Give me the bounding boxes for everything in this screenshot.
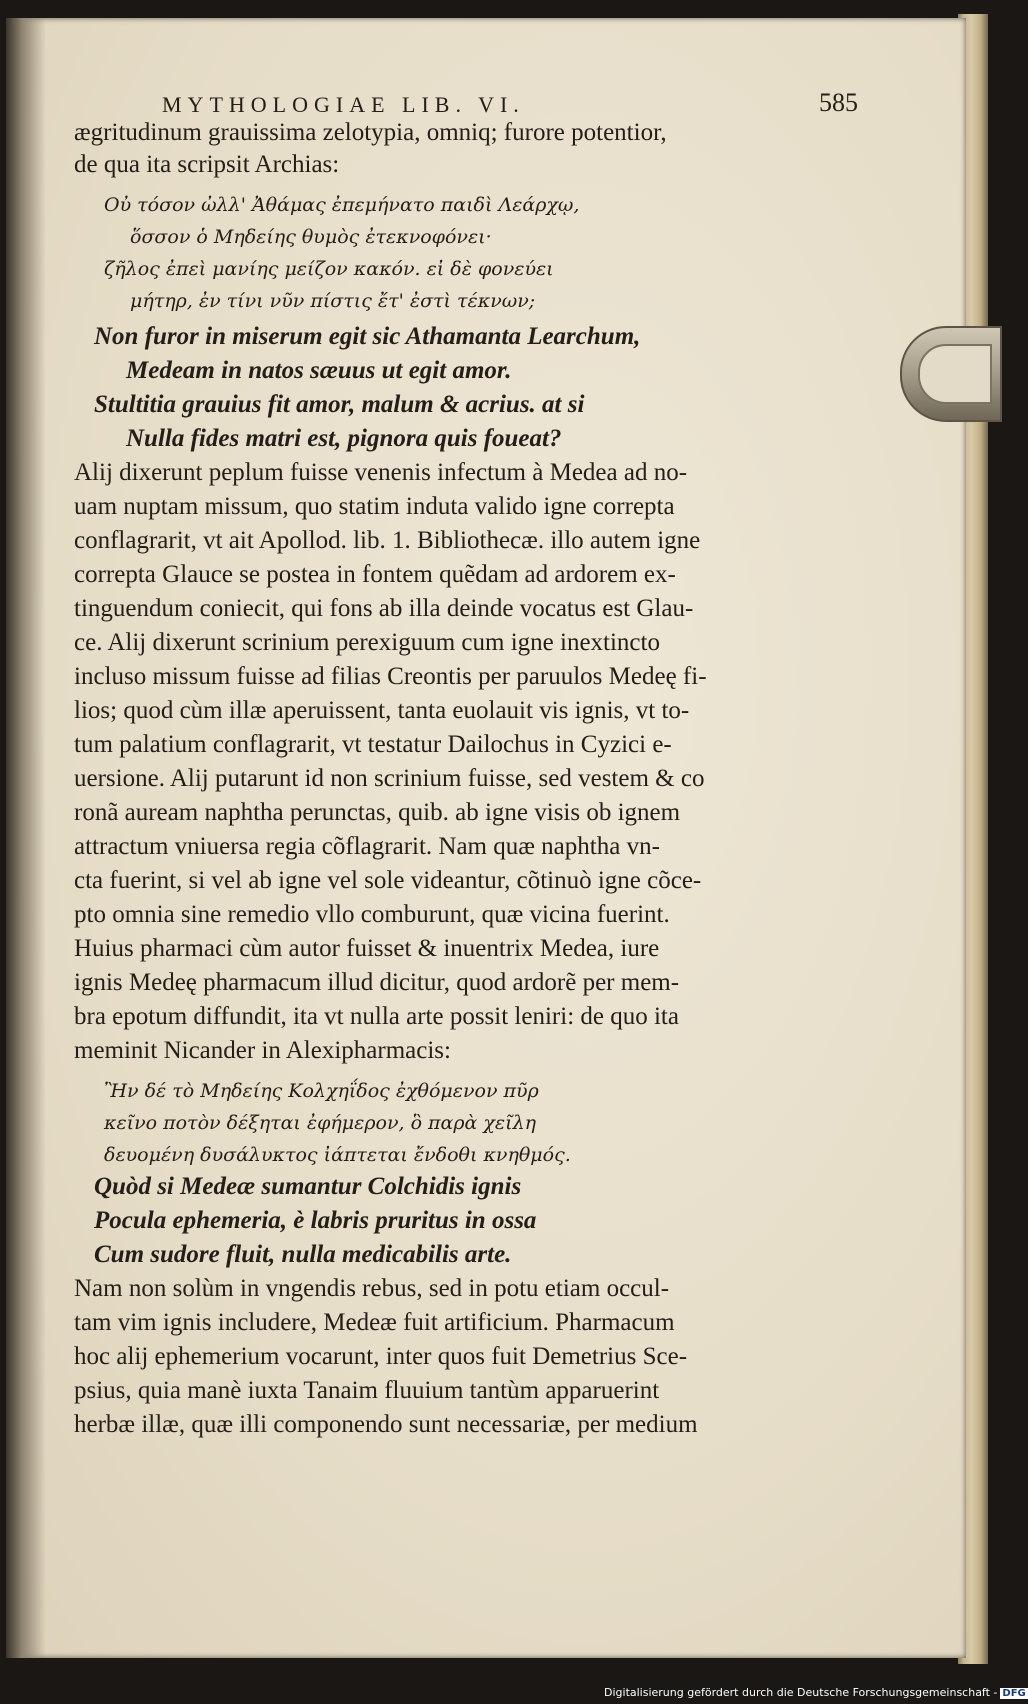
text-line: δευομένη δυσάλυκτος ἰάπτεται ἔνδοθι κνηθμός. xyxy=(104,1144,571,1166)
text-line: correpta Glauce se postea in fontem quẽdam ad ardorem ex- xyxy=(74,561,676,588)
text-line: psius, quia manè iuxta Tanaim fluuium tantùm apparuerint xyxy=(74,1377,660,1404)
text-line: conflagrarit, vt ait Apollod. lib. 1. Bibliothecæ. illo autem igne xyxy=(74,527,701,554)
credit-text: Digitalisierung gefördert durch die Deutsche Forschungsgemeinschaft - xyxy=(604,1686,998,1699)
text-line: Nulla fides matri est, pignora quis foueat? xyxy=(126,425,562,452)
text-line: ζῆλος ἐπεὶ μανίης μείζον κακόν. εἰ δὲ φονεύει xyxy=(104,258,554,280)
text-line: herbæ illæ, quæ illi componendo sunt necessariæ, per medium xyxy=(74,1411,698,1438)
page-number: 585 xyxy=(819,88,858,117)
text-line: hoc alij ephemerium vocarunt, inter quos fuit Demetrius Sce- xyxy=(74,1343,688,1370)
text-line: meminit Nicander in Alexipharmacis: xyxy=(74,1037,451,1064)
text-line: κεῖνο ποτὸν δέξηται ἐφήμερον, ὃ παρὰ χεῖλη xyxy=(104,1112,536,1134)
text-line: ronã auream naphtha perunctas, quib. ab igne visis ob ignem xyxy=(74,799,681,826)
dfg-logo: DFG xyxy=(1002,1688,1026,1699)
text-line: tum palatium conflagrarit, vt testatur Dailochus in Cyzici e- xyxy=(74,731,672,758)
book-page xyxy=(6,18,966,1658)
text-line: Quòd si Medeæ sumantur Colchidis ignis xyxy=(94,1173,522,1200)
text-line: Alij dixerunt peplum fuisse venenis infectum à Medea ad no- xyxy=(74,459,688,486)
text-line: Non furor in miserum egit sic Athamanta Learchum, xyxy=(94,323,641,350)
text-line: Ἢν δέ τὸ Μηδείης Κολχηΐδος ἐχθόμενον πῦρ xyxy=(104,1080,539,1102)
text-line: μήτηρ, ἐν τίνι νῦν πίστις ἔτ' ἐστὶ τέκνων; xyxy=(130,290,536,312)
text-line: de qua ita scripsit Archias: xyxy=(74,151,340,178)
text-line: Stultitia grauius fit amor, malum & acrius. at si xyxy=(94,391,585,418)
page-gutter xyxy=(6,18,46,1658)
text-line: ὅσσον ὁ Μηδείης θυμὸς ἐτεκνοφόνει· xyxy=(130,226,492,248)
running-title: MYTHOLOGIAE LIB. VI. xyxy=(162,92,525,117)
text-line: ægritudinum grauissima zelotypia, omniq; furore potentior, xyxy=(74,119,667,146)
book-clasp xyxy=(900,326,1002,422)
digitization-credit xyxy=(604,1686,1026,1702)
text-line: attractum vniuersa regia cõflagrarit. Nam quæ naphtha vn- xyxy=(74,833,660,860)
text-line: tinguendum coniecit, qui fons ab illa deinde vocatus est Glau- xyxy=(74,595,694,622)
text-line: lios; quod cùm illæ aperuissent, tanta euolauit vis ignis, vt to- xyxy=(74,697,690,724)
text-line: pto omnia sine remedio vllo comburunt, quæ vicina fuerint. xyxy=(74,901,670,928)
text-line: uersione. Alij putarunt id non scrinium fuisse, sed vestem & co xyxy=(74,765,705,792)
text-line: cta fuerint, si vel ab igne vel sole videantur, cõtinuò igne cõce- xyxy=(74,867,702,894)
text-line: tam vim ignis includere, Medeæ fuit artificium. Pharmacum xyxy=(74,1309,675,1336)
text-line: Nam non solùm in vngendis rebus, sed in potu etiam occul- xyxy=(74,1275,670,1302)
text-line: Huius pharmaci cùm autor fuisset & inuentrix Medea, iure xyxy=(74,935,660,962)
text-line: ce. Alij dixerunt scrinium perexiguum cum igne inextincto xyxy=(74,629,660,656)
text-line: uam nuptam missum, quo statim induta valido igne correpta xyxy=(74,493,675,520)
text-line: ignis Medeę pharmacum illud dicitur, quod ardorẽ per mem- xyxy=(74,969,680,996)
book-clasp-loop xyxy=(918,344,992,404)
text-line: Pocula ephemeria, è labris pruritus in ossa xyxy=(94,1207,537,1234)
text-line: incluso missum fuisse ad filias Creontis per paruulos Medeę fi- xyxy=(74,663,707,690)
text-line: Οὐ τόσον ὠλλ' Ἀθάμας ἐπεμήνατο παιδὶ Λεάρχῳ, xyxy=(104,194,580,216)
text-line: Medeam in natos sæuus ut egit amor. xyxy=(126,357,512,384)
text-line: Cum sudore fluit, nulla medicabilis arte. xyxy=(94,1241,512,1268)
text-line: bra epotum diffundit, ita vt nulla arte possit leniri: de quo ita xyxy=(74,1003,679,1030)
